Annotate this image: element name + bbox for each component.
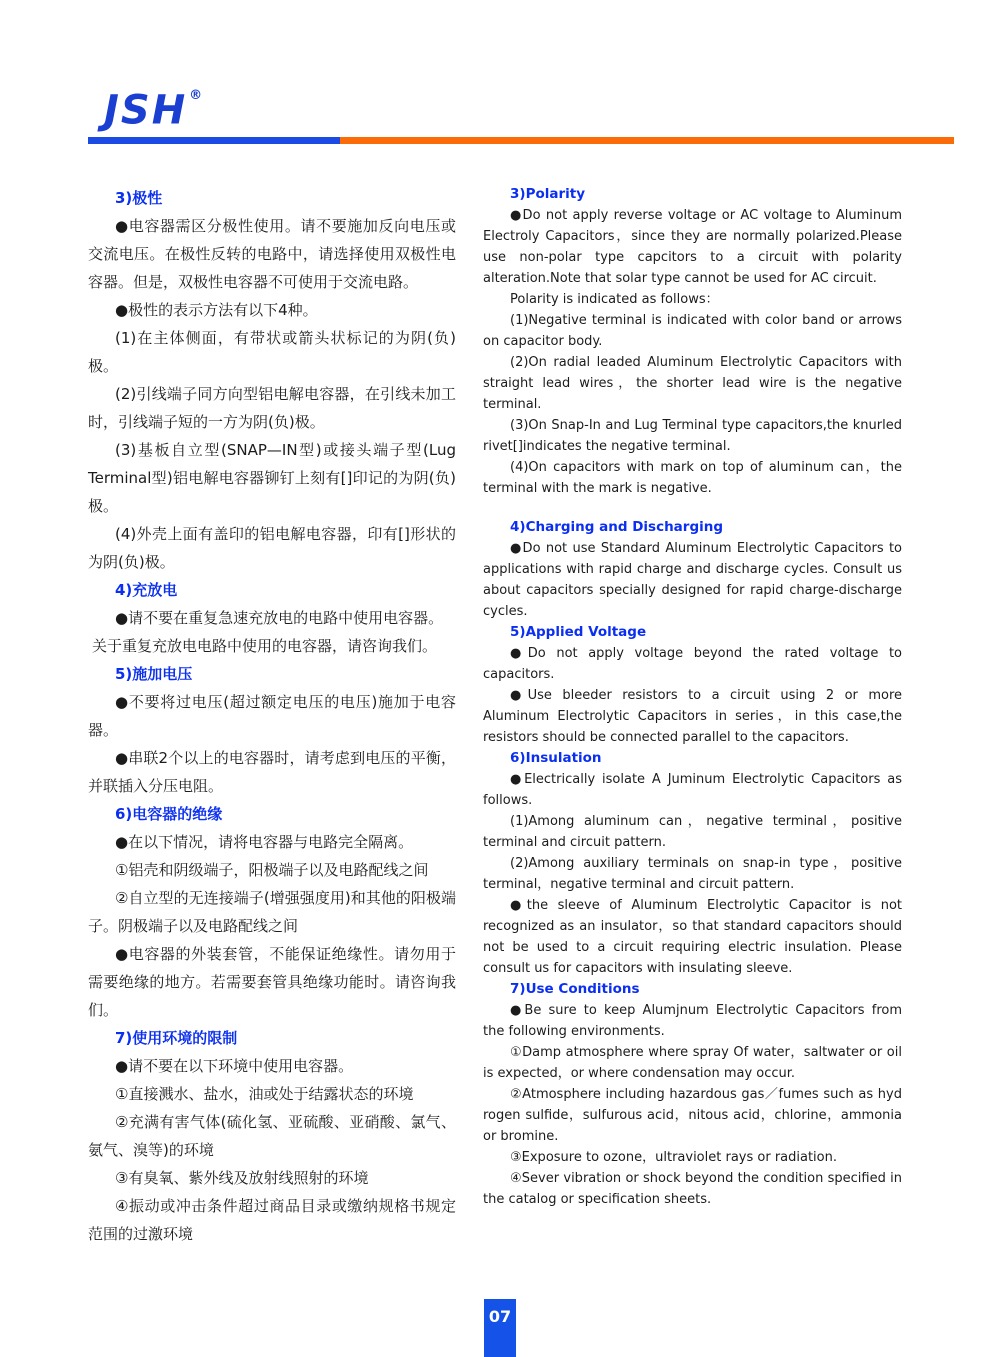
- header-divider-orange-segment: [340, 137, 954, 144]
- section-heading: 6)电容器的绝缘: [115, 805, 223, 823]
- paragraph: ①直接溅水、盐水，油或处于结露状态的环境: [115, 1085, 414, 1103]
- section-heading: 6)Insulation: [510, 750, 602, 766]
- paragraph: (4)On capacitors with mark on top of aluminum can，the terminal with the mark is negative.: [483, 460, 902, 496]
- paragraph: ④振动或冲击条件超过商品目录或缴纳规格书规定范围的过激环境: [88, 1197, 456, 1243]
- paragraph: (2)引线端子同方向型铝电解电容器，在引线未加工时，引线端子短的一方为阴(负)极。: [88, 385, 456, 431]
- registered-trademark-icon: ®: [189, 88, 203, 103]
- paragraph: ●Be sure to keep Alumjnum Electrolytic Capacitors from the following environments.: [483, 1003, 902, 1039]
- section-heading: 3)极性: [115, 189, 163, 207]
- paragraph: ②Atmosphere including hazardous gas／fumes such as hyd rogen sulfide，sulfurous acid，nitous acid，chlorine，ammonia or bromine.: [483, 1087, 902, 1144]
- paragraph: ●Do not apply reverse voltage or AC voltage to Aluminum Electroly Capacitors，since they are normally polarized.Please use non-polar type capcitors to a circuit with polarity alteration.Note that solar type cannot be used for AC circuit.: [483, 208, 902, 286]
- paragraph: (2)On radial leaded Aluminum Electrolytic Capacitors with straight lead wires，the shorter lead wire is the negative terminal.: [483, 355, 902, 412]
- paragraph: (1)Negative terminal is indicated with color band or arrows on capacitor body.: [483, 313, 902, 349]
- section-heading: 4)充放电: [115, 581, 178, 599]
- paragraph: ①Damp atmosphere where spray Of water，saltwater or oil is expected，or where condensation may occur.: [483, 1045, 902, 1081]
- paragraph: (3)On Snap-In and Lug Terminal type capacitors,the knurled rivet[]indicates the negative terminal.: [483, 418, 902, 454]
- paragraph: ●请不要在以下环境中使用电容器。: [115, 1057, 354, 1075]
- paragraph: (1)Among aluminum can，negative terminal，positive terminal and circuit pattern.: [483, 814, 902, 850]
- section-heading: 7)使用环境的限制: [115, 1029, 238, 1047]
- brand-logo-text: JSH: [104, 87, 188, 134]
- paragraph: ●Do not apply voltage beyond the rated voltage to capacitors.: [483, 646, 902, 682]
- paragraph: ②自立型的无连接端子(增强强度用)和其他的阳极端子。阴极端子以及电路配线之间: [88, 889, 456, 935]
- paragraph: (3)基板自立型(SNAP—IN型)或接头端子型(Lug Terminal型)铝电解电容器铆钉上刻有[]印记的为阴(负)极。: [88, 441, 456, 515]
- paragraph: (4)外壳上面有盖印的铝电解电容器，印有[]形状的为阴(负)极。: [88, 525, 456, 571]
- section-heading: 5)Applied Voltage: [510, 624, 647, 640]
- paragraph: (2)Among auxiliary terminals on snap-in type，positive terminal，negative terminal and circuit pattern.: [483, 856, 902, 892]
- paragraph: ●the sleeve of Aluminum Electrolytic Capacitor is not recognized as an insulator，so that standard capacitors should not be used to a circuit requiring electric insulation. Please consult us for capacitors with insulating sleeve.: [483, 898, 902, 976]
- column-english-precautions: [483, 184, 902, 1210]
- paragraph: ●在以下情况，请将电容器与电路完全隔离。: [115, 833, 414, 851]
- paragraph: ④Sever vibration or shock beyond the condition specified in the catalog or specification sheets.: [483, 1171, 902, 1207]
- brand-logo: [104, 84, 203, 134]
- section-heading: 4)Charging and Discharging: [510, 519, 724, 535]
- column-chinese-precautions: [88, 184, 456, 1248]
- page-number-badge: 07: [484, 1299, 516, 1357]
- text-line: 关于重复充放电电路中使用的电容器，请咨询我们。: [92, 637, 438, 655]
- section-heading: 5)施加电压: [115, 665, 193, 683]
- paragraph: Polarity is indicated as follows：: [510, 292, 719, 307]
- paragraph: ●电容器需区分极性使用。请不要施加反向电压或交流电压。在极性反转的电路中，请选择使用双极性电容器。但是，双极性电容器不可使用于交流电路。: [88, 217, 456, 291]
- paragraph: ●极性的表示方法有以下4种。: [115, 301, 318, 319]
- paragraph: ●Do not use Standard Aluminum Electrolytic Capacitors to applications with rapid charge and discharge cycles. Consult us about capacitors specially designed for rapid charge-discharge cycles.: [483, 541, 902, 619]
- paragraph: ●请不要在重复急速充放电的电路中使用电容器。: [115, 609, 444, 627]
- section-heading: 3)Polarity: [510, 186, 586, 202]
- paragraph: ●Use bleeder resistors to a circuit using 2 or more Aluminum Electrolytic Capacitors in series，in this case,the resistors should be connected parallel to the capacitors.: [483, 688, 902, 745]
- paragraph: ②充满有害气体(硫化氢、亚硫酸、亚硝酸、氯气、氨气、溴等)的环境: [88, 1113, 456, 1159]
- paragraph: ●电容器的外装套管，不能保证绝缘性。请勿用于需要绝缘的地方。若需要套管具绝缘功能时。请咨询我们。: [88, 945, 456, 1019]
- paragraph: ①铝壳和阴级端子，阳极端子以及电路配线之间: [115, 861, 429, 879]
- section-heading: 7)Use Conditions: [510, 981, 640, 997]
- paragraph: ③Exposure to ozone，ultraviolet rays or radiation.: [510, 1150, 837, 1165]
- paragraph: ●Electrically isolate A Juminum Electrolytic Capacitors as follows.: [483, 772, 902, 808]
- spacer: [483, 499, 902, 517]
- paragraph: ③有臭氧、紫外线及放射线照射的环境: [115, 1169, 369, 1187]
- paragraph: ●串联2个以上的电容器时，请考虑到电压的平衡，并联插入分压电阻。: [88, 749, 456, 795]
- header-divider-blue-segment: [88, 137, 340, 144]
- header-divider: [88, 137, 954, 144]
- paragraph: ●不要将过电压(超过额定电压的电压)施加于电容器。: [88, 693, 456, 739]
- paragraph: (1)在主体侧面，有带状或箭头状标记的为阴(负)极。: [88, 329, 456, 375]
